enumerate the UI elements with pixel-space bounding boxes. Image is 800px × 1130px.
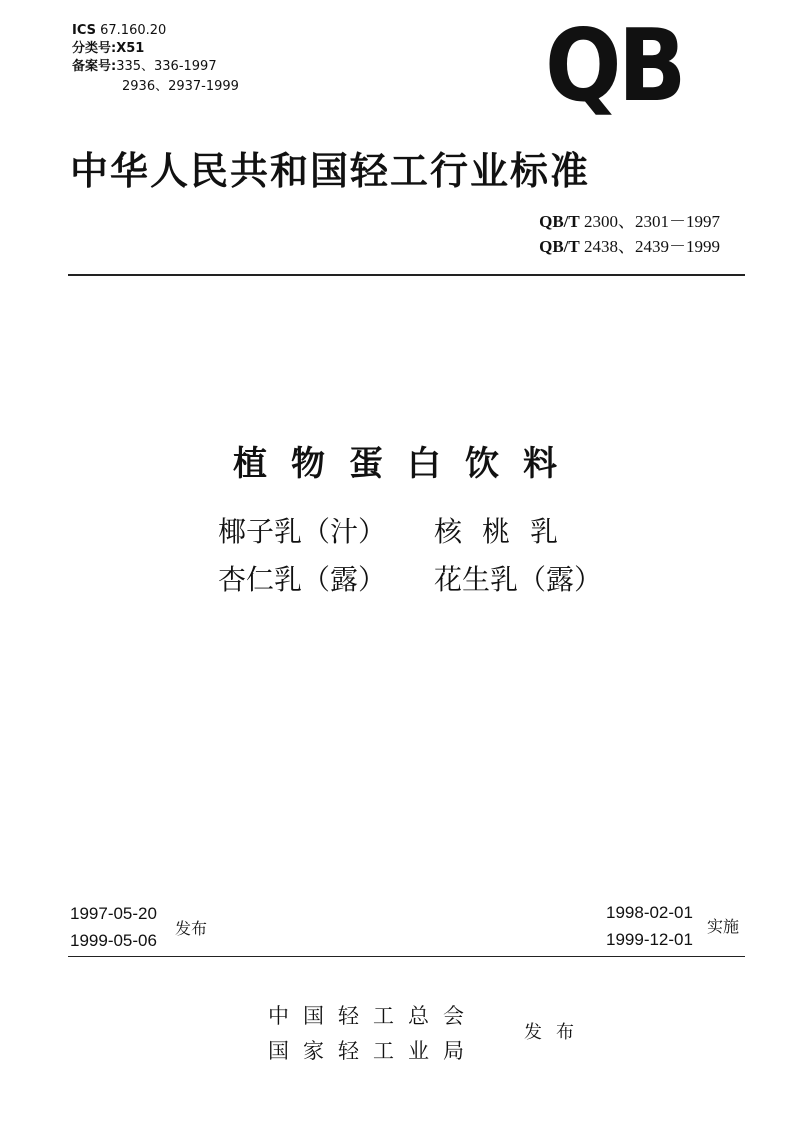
ics-value: 67.160.20 bbox=[100, 23, 167, 38]
qb-logo: QB bbox=[545, 7, 683, 124]
publisher-label: 发布 bbox=[524, 1022, 588, 1043]
effective-date-1: 1998-02-01 bbox=[606, 903, 693, 922]
record-value-1: 335、336-1997 bbox=[116, 59, 217, 74]
effective-date-2: 1999-12-01 bbox=[606, 930, 693, 949]
standard-prefix: QB/T bbox=[539, 212, 580, 231]
product-title: 植物蛋白饮料 bbox=[233, 444, 581, 484]
ics-code bbox=[72, 22, 166, 39]
publisher-line-1: 中国轻工总会 bbox=[268, 1004, 478, 1028]
record-number bbox=[72, 58, 217, 75]
ics-label: ICS bbox=[72, 23, 96, 38]
publisher-line-2: 国家轻工业局 bbox=[268, 1039, 478, 1063]
subtitle-almond: 杏仁乳（露） bbox=[218, 563, 387, 596]
effective-label: 实施 bbox=[707, 919, 740, 936]
standard-number-value: 2438、2439－1999 bbox=[584, 237, 720, 256]
main-title: 中华人民共和国轻工行业标准 bbox=[70, 149, 591, 193]
subtitle-peanut: 花生乳（露） bbox=[434, 563, 603, 596]
top-divider bbox=[68, 274, 745, 276]
issue-date-1: 1997-05-20 bbox=[70, 904, 157, 923]
classification-label: 分类号: bbox=[72, 41, 117, 56]
standard-number-value: 2300、2301－1997 bbox=[584, 212, 720, 231]
classification-value: X51 bbox=[116, 41, 145, 56]
record-label: 备案号: bbox=[72, 59, 117, 74]
standard-number-2 bbox=[539, 232, 720, 257]
subtitle-walnut: 核桃乳 bbox=[434, 515, 579, 548]
bottom-divider bbox=[68, 956, 745, 957]
record-value-2: 2936、2937-1999 bbox=[122, 79, 239, 94]
subtitle-coconut: 椰子乳（汁） bbox=[218, 515, 387, 548]
standard-number-1 bbox=[539, 207, 720, 232]
issue-date-2: 1999-05-06 bbox=[70, 931, 157, 950]
standard-prefix: QB/T bbox=[539, 237, 580, 256]
issue-label: 发布 bbox=[175, 921, 208, 938]
classification-code bbox=[72, 40, 144, 57]
